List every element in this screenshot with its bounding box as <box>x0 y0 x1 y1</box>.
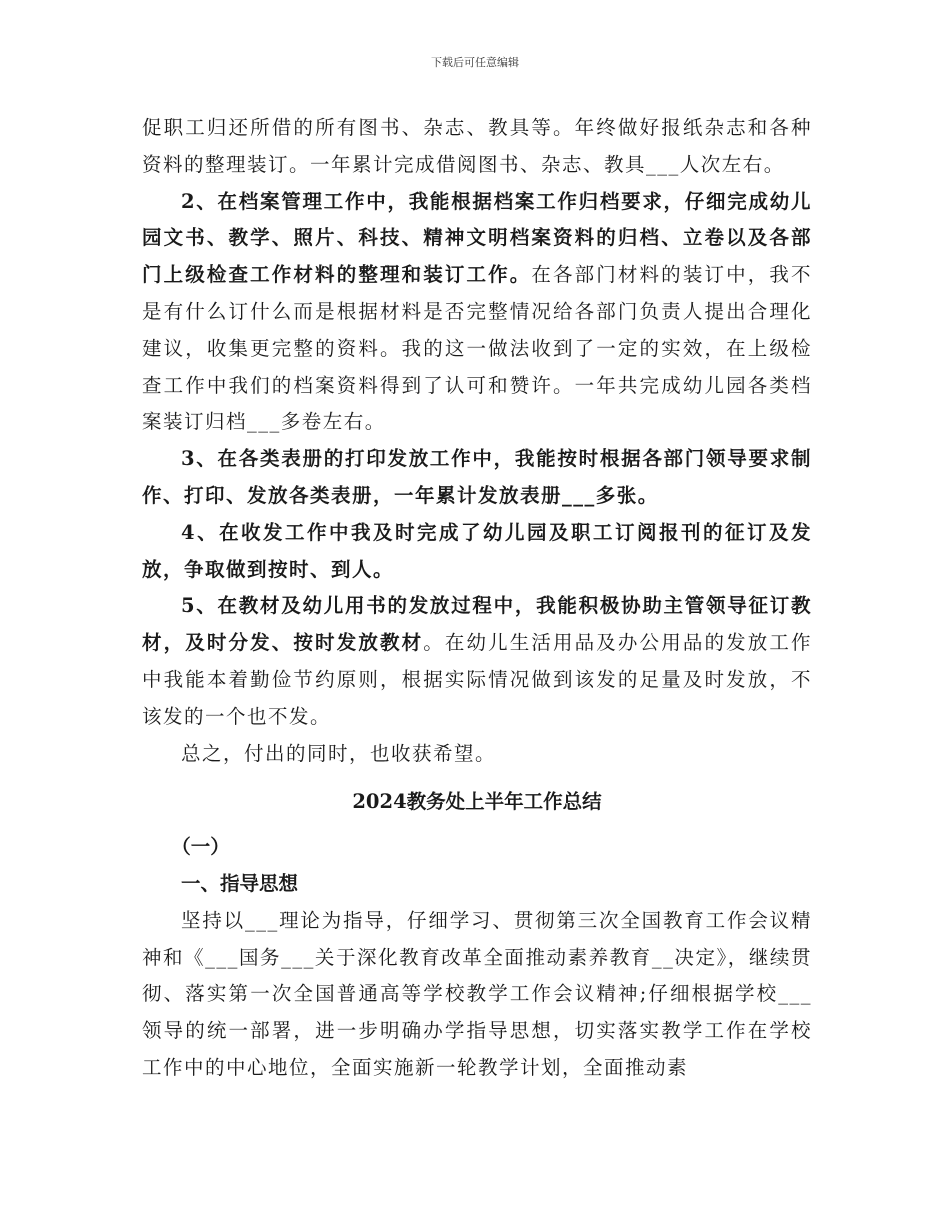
paragraph-text: 。在幼儿生活用品及办公用品的发放工作中我能本着勤俭节约原则，根据实际情况做到该发的足量及时发放，不该发的一个也不发。 <box>142 631 812 728</box>
section-heading: 一、指导思想 <box>181 871 299 895</box>
paragraph-textbook-distribution <box>142 588 812 735</box>
paragraph-lead-bold: 2、在档案管理工作中，我能根据档案工作归档要求，仔细完成幼儿园文书、教学、照片、科技、精神文明档案资料的归档、立卷以及各部门上级检查工作材料的整理和装订工作。 <box>142 189 812 287</box>
section-title: 2024教务处上半年工作总结 <box>352 790 602 814</box>
section-part-label: （一） <box>171 835 230 859</box>
document-body <box>142 110 812 1087</box>
paragraph-continuation: 促职工归还所借的所有图书、杂志、教具等。年终做好报纸杂志和各种资料的整理装订。一年累计完成借阅图书、杂志、教具___人次左右。 <box>142 116 812 176</box>
paragraph-conclusion: 总之，付出的同时，也收获希望。 <box>181 741 497 765</box>
paragraph-guiding-thought: 坚持以___理论为指导，仔细学习、贯彻第三次全国教育工作会议精神和《___国务___关于深化教育改革全面推动素养教育__决定》，继续贯彻、落实第一次全国普通高等学校教学工作会议精神;仔细根据学校___领导的统一部署，进一步明确办学指导思想，切实落实教学工作在学校工作中的中心地位，全面实施新一轮教学计划，全面推动素 <box>142 908 812 1079</box>
paragraph-forms-printing: 3、在各类表册的打印发放工作中，我能按时根据各部门领导要求制作、打印、发放各类表册，一年累计发放表册___多张。 <box>142 447 812 507</box>
paragraph-text: 在各部门材料的装订中，我不是有什么订什么而是根据材料是否完整情况给各部门负责人提出合理化建议，收集更完整的资料。我的这一做法收到了一定的实效，在上级检查工作中我们的档案资料得到了认可和赞许。一年共完成幼儿园各类档案装订归档___多卷左右。 <box>142 263 812 434</box>
paragraph-mail-distribution: 4、在收发工作中我及时完成了幼儿园及职工订阅报刊的征订及发放，争取做到按时、到人。 <box>142 520 812 581</box>
paragraph-archive-management <box>142 184 812 442</box>
paragraph-lead-bold: 5、在教材及幼儿用书的发放过程中，我能积极协助主管领导征订教材，及时分发、按时发放教材 <box>142 594 812 655</box>
page-header: 下载后可任意编辑 <box>431 56 519 69</box>
